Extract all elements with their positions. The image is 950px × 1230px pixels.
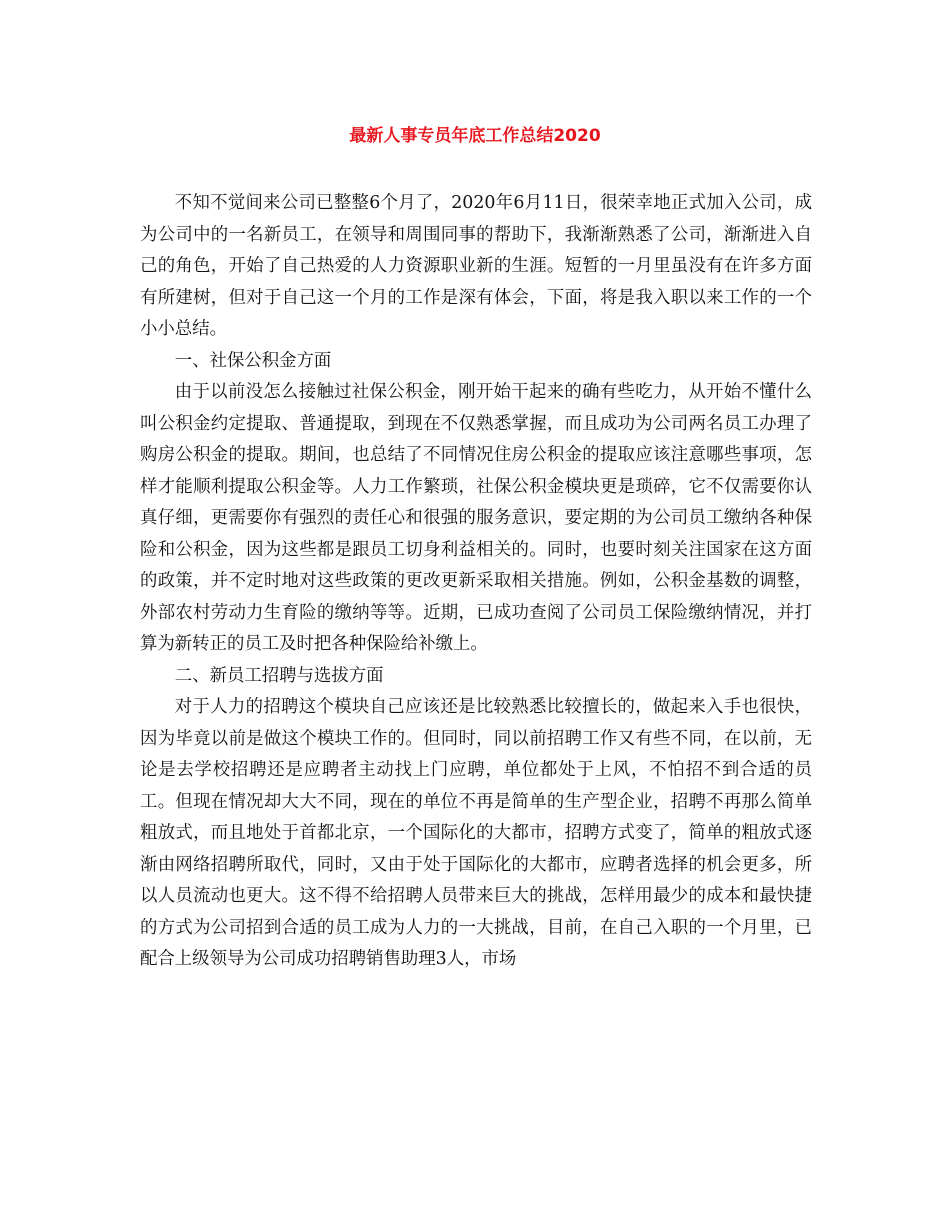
paragraph-recruitment: 对于人力的招聘这个模块自己应该还是比较熟悉比较擅长的，做起来入手也很快，因为毕竟以前是做这个模块工作的。但同时，同以前招聘工作又有些不同，在以前，无论是去学校招聘还是应聘者主动找上门应聘，单位都处于上风，不怕招不到合适的员工。但现在情况却大大不同，现在的单位不再是简单的生产型企业，招聘不再那么简单粗放式，而且地处于首都北京，一个国际化的大都市，招聘方式变了，简单的粗放式逐渐由网络招聘所取代，同时，又由于处于国际化的大都市，应聘者选择的机会更多，所以人员流动也更大。这不得不给招聘人员带来巨大的挑战，怎样用最少的成本和最快捷的方式为公司招到合适的员工成为人力的一大挑战，目前，在自己入职的一个月里，已配合上级领导为公司成功招聘销售助理3人，市场 [140,697,812,969]
section-heading-social-insurance: 一、社保公积金方面 [174,350,332,371]
document-title: 最新人事专员年底工作总结2020 [349,126,601,146]
section-heading-recruitment: 二、新员工招聘与选拔方面 [174,665,384,686]
document-body [140,188,812,976]
paragraph-social-insurance: 由于以前没怎么接触过社保公积金，刚开始干起来的确有些吃力，从开始不懂什么叫公积金约定提取、普通提取，到现在不仅熟悉掌握，而且成功为公司两名员工办理了购房公积金的提取。期间，也总结了不同情况住房公积金的提取应该注意哪些事项，怎样才能顺利提取公积金等。人力工作繁琐，社保公积金模块更是琐碎，它不仅需要你认真仔细，更需要你有强烈的责任心和很强的服务意识，要定期的为公司员工缴纳各种保险和公积金，因为这些都是跟员工切身利益相关的。同时，也要时刻关注国家在这方面的政策，并不定时地对这些政策的更改更新采取相关措施。例如，公积金基数的调整，外部农村劳动力生育险的缴纳等等。近期，已成功查阅了公司员工保险缴纳情况，并打算为新转正的员工及时把各种保险给补缴上。 [140,382,812,654]
paragraph-intro: 不知不觉间来公司已整整6个月了，2020年6月11日，很荣幸地正式加入公司，成为公司中的一名新员工，在领导和周围同事的帮助下，我渐渐熟悉了公司，渐渐进入自己的角色，开始了自己热爱的人力资源职业新的生涯。短暂的一月里虽没有在许多方面有所建树，但对于自己这一个月的工作是深有体会，下面，将是我入职以来工作的一个小小总结。 [140,193,812,339]
